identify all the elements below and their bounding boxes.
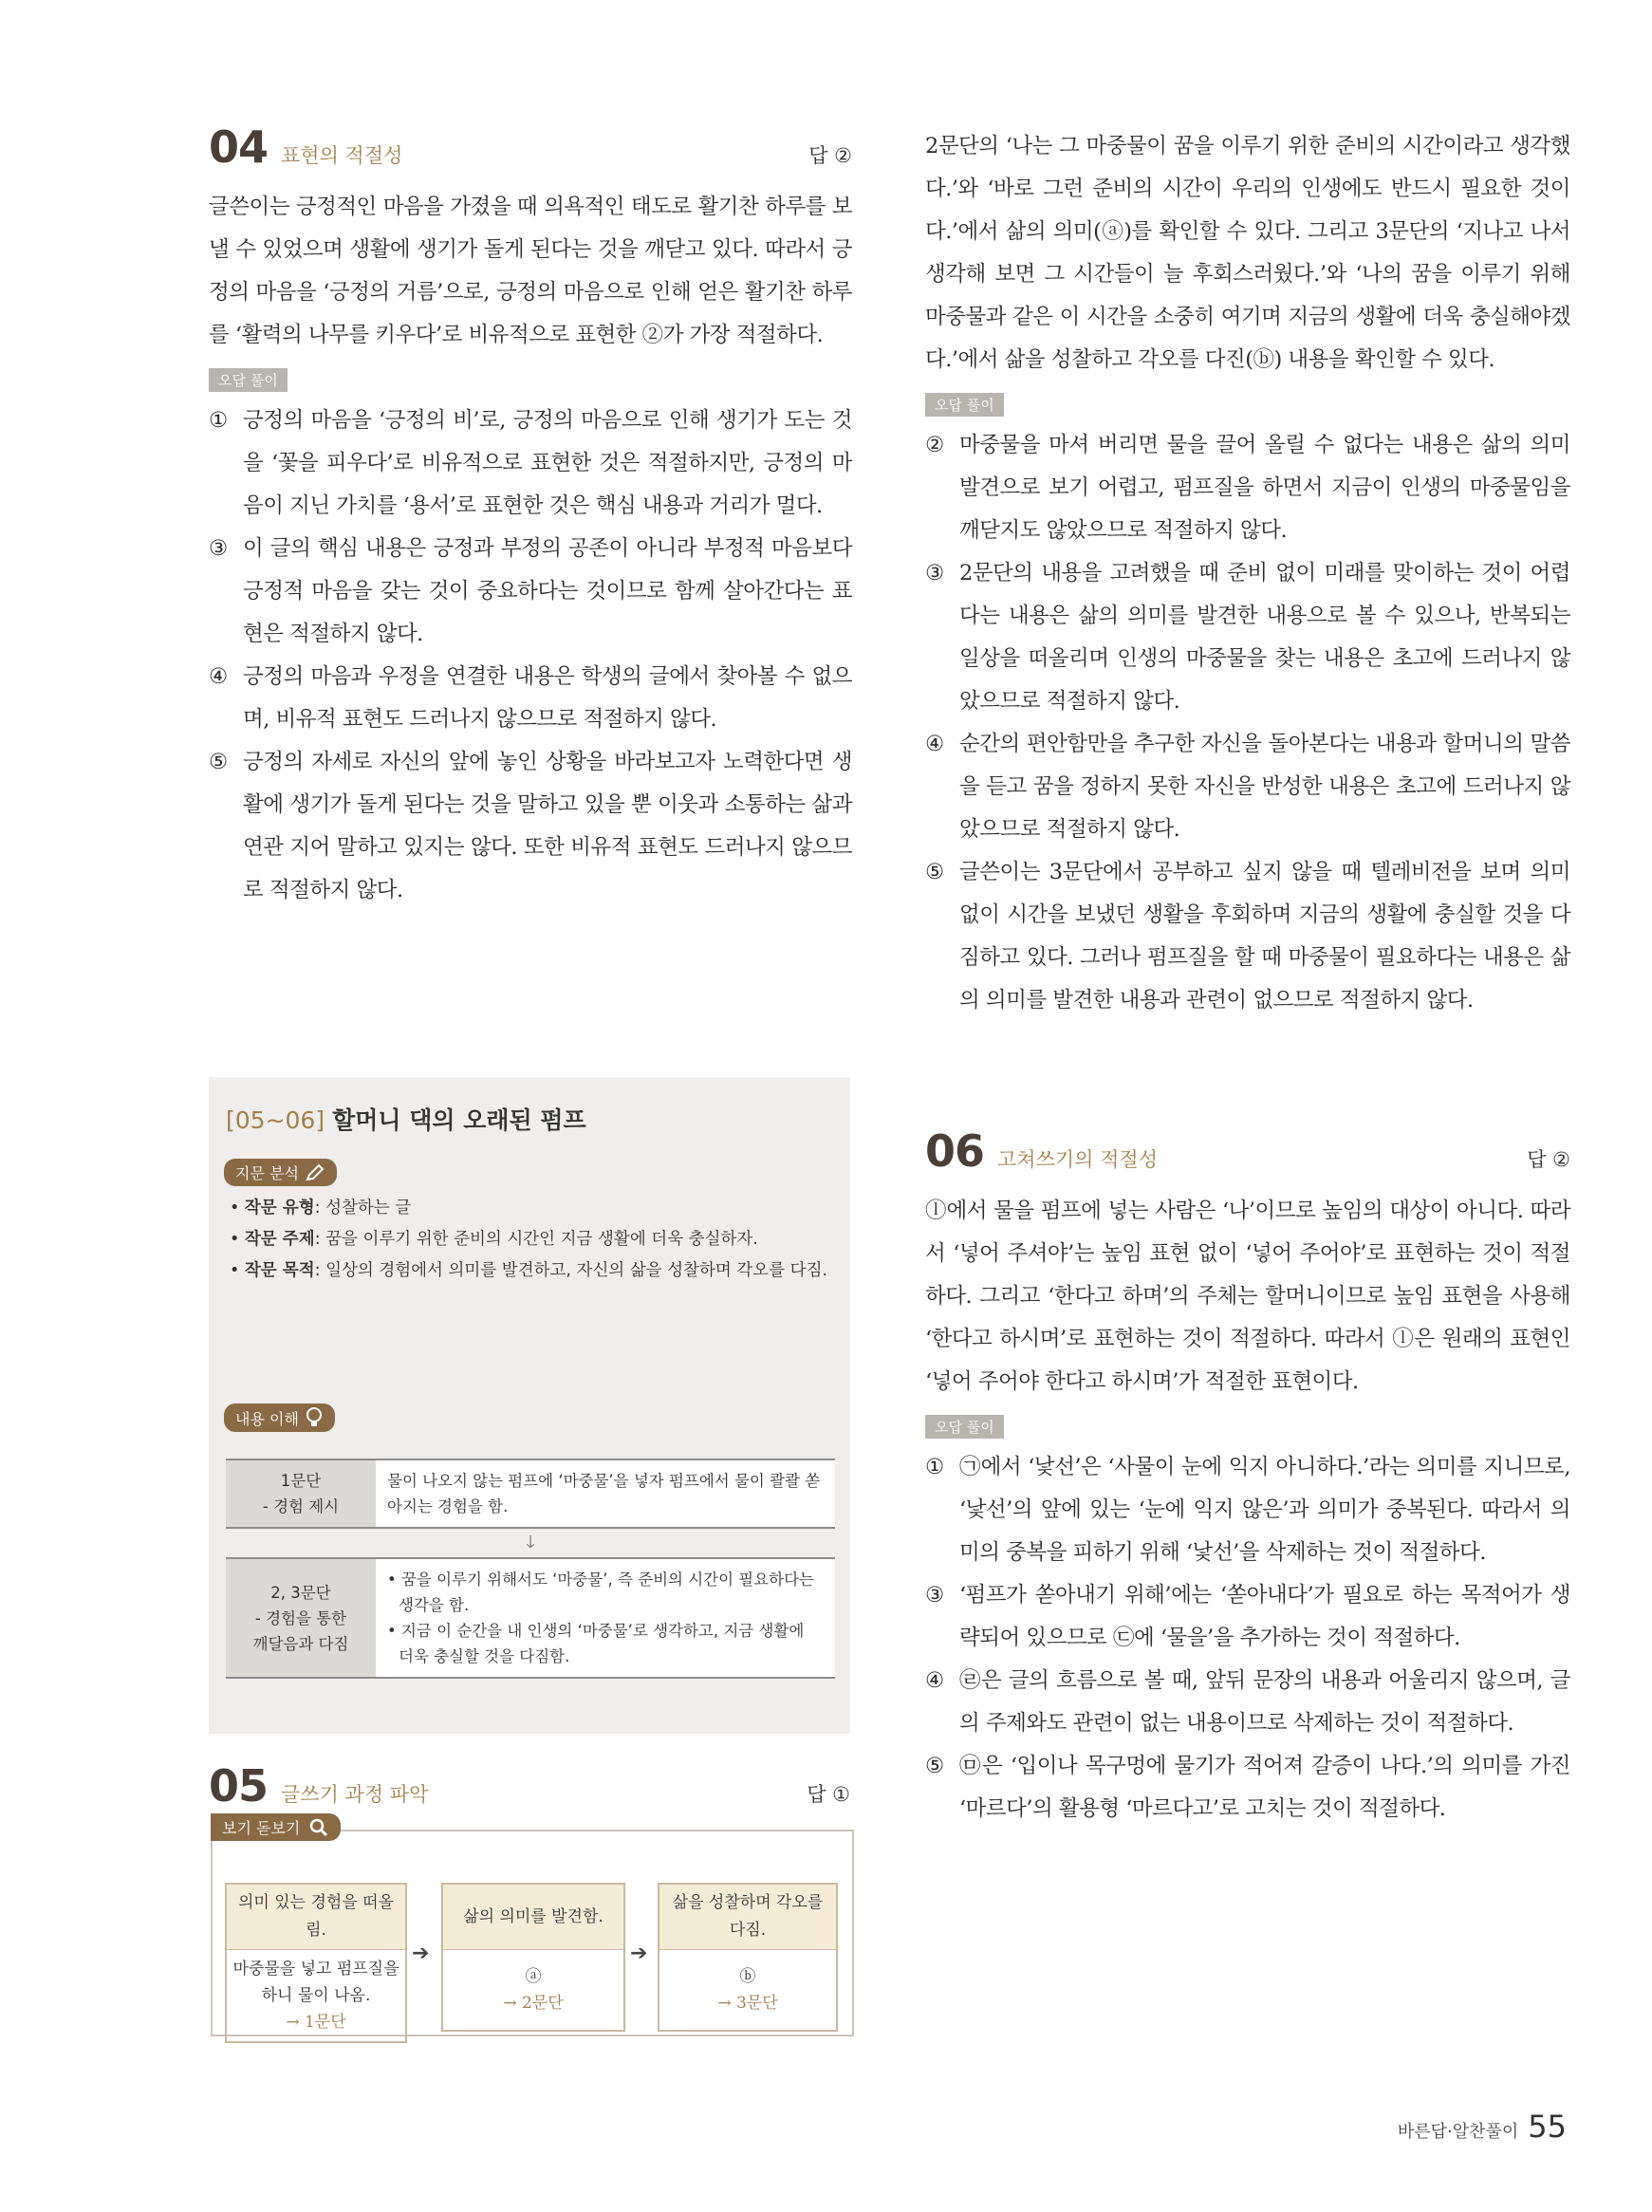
row-label-line: - 경험을 통한 [254,1608,347,1627]
option-number: ⑤ [209,750,228,774]
bullet-value: : 꿈을 이루기 위한 준비의 시간인 지금 생활에 더욱 충실하자. [314,1230,758,1249]
option-number: ③ [925,561,944,586]
option-number: ④ [925,1668,944,1693]
option-number: ① [209,408,228,433]
row-label [226,1460,376,1527]
analysis-bullets [230,1193,837,1287]
q04-header [209,121,852,173]
flow-box-text: ⓑ [739,1967,756,1986]
option-item [925,1660,1570,1745]
option-number: ④ [925,732,944,756]
option-text: ㉣은 글의 흐름으로 볼 때, 앞뒤 문장의 내용과 어울리지 않으며, 글의 주제와도 관련이 없는 내용이므로 삭제하는 것이 적절하다. [959,1668,1570,1736]
option-item [925,1574,1570,1660]
bullet-item: • 작문 주제: 꿈을 이루기 위한 준비의 시간인 지금 생활에 더욱 충실하자. [230,1230,758,1249]
option-item [925,723,1570,851]
row-label [226,1559,376,1677]
row-content: 물이 나오지 않는 펌프에 ‘마중물’을 넣자 펌프에서 물이 콸콸 쏟아지는 경험을 함. [376,1460,835,1527]
q04-explanation: 글쓴이는 긍정적인 마음을 가졌을 때 의욕적인 태도로 활기찬 하루를 보낼 수 있었으며 생활에 생기가 돌게 된다는 것을 깨닫고 있다. 따라서 긍정의 마음을 ‘긍정의 거름’으로, 긍정의 마음으로 인해 얻은 활기찬 하루를 ‘활력의 나무를 키우다’로 비유적으로 표현한 ②가 가장 적절하다. [209,195,852,347]
option-item [925,851,1570,1022]
wrong-answer-tag: 오답 풀이 [209,368,288,392]
question-title: 표현의 적절성 [281,144,403,167]
flow-box-text: ⓐ [525,1967,542,1986]
bullet-key: 작문 목적 [244,1261,315,1280]
bogi-tag-label: 보기 돋보기 [222,1819,301,1837]
answer-label: 답 ② [1527,1148,1570,1171]
option-text: 긍정의 자세로 자신의 앞에 놓인 상황을 바라보고자 노력한다면 생활에 생기가 돌게 된다는 것을 말하고 있을 뿐 이웃과 소통하는 삶과 연관 지어 말하고 있지는 않다. 또한 비유적 표현도 드러나지 않으므로 적절하지 않다. [243,750,852,902]
table-row [226,1459,835,1529]
option-item [925,1745,1570,1831]
q06-explanation: ⓛ에서 물을 펌프에 넣는 사람은 ‘나’이므로 높임의 대상이 아니다. 따라서 ‘넣어 주셔야’는 높임 표현 없이 ‘넣어 주어야’로 표현하는 것이 적절하다. 그리고 ‘한다고 하며’의 주체는 할머니이므로 높임 표현을 사용해 ‘한다고 하시며’로 표현하는 것이 적절하다. 따라서 ⓛ은 원래의 표현인 ‘넣어 주어야 한다고 하시며’가 적절한 표현이다. [925,1199,1570,1394]
option-number: ② [925,433,944,457]
option-text: 2문단의 내용을 고려했을 때 준비 없이 미래를 맞이하는 것이 어렵다는 내용은 삶의 의미를 발견한 내용으로 볼 수 있으나, 반복되는 일상을 떠올리며 인생의 마중물을 찾는 내용은 초고에 드러나지 않았으므로 적절하지 않다. [959,561,1570,714]
option-item [209,400,852,528]
q04-section [209,121,852,912]
answer-label: 답 ① [807,1783,850,1806]
table-row [226,1557,835,1679]
q06-header [925,1125,1570,1177]
passage-analysis-pill [224,1159,337,1186]
q05-header [209,1760,850,1812]
row-bullet: • 지금 이 순간을 내 인생의 ‘마중물’로 생각하고, 지금 생활에 더욱 충실할 것을 다짐함. [387,1622,805,1665]
row-label-line: 2, 3문단 [270,1583,331,1602]
option-number: ③ [209,536,228,561]
flow-box-2 [441,1883,625,2032]
option-text: 이 글의 핵심 내용은 긍정과 부정의 공존이 아니라 부정적 마음보다 긍정적 마음을 갖는 것이 중요하다는 것이므로 함께 살아간다는 표현은 적절하지 않다. [243,536,852,646]
pencil-icon [305,1163,325,1182]
analysis-range: [05~06] [226,1106,325,1134]
q05-explanation-section [925,125,1570,1022]
question-title: 고쳐쓰기의 적절성 [997,1148,1158,1171]
wrong-answer-tag: 오답 풀이 [925,1415,1004,1439]
flow-box-heading: 삶의 의미를 발견함. [443,1885,623,1950]
flow-box-1 [225,1883,407,2043]
flow-box-body [443,1950,623,2030]
flow-box-ref: → 2문단 [503,1994,564,2013]
row-bullet: • 꿈을 이루기 위해서도 ‘마중물’, 즉 준비의 시간이 필요하다는 생각을 함. [387,1571,814,1614]
pill-label: 지문 분석 [235,1164,299,1182]
option-text: ‘펌프가 쏟아내기 위해’에는 ‘쏟아내다’가 필요로 하는 목적어가 생략되어 있으므로 ㉢에 ‘물을’을 추가하는 것이 적절하다. [959,1583,1570,1650]
pill-label: 내용 이해 [235,1409,299,1428]
page-footer [1398,2109,1567,2145]
question-title: 글쓰기 과정 파악 [281,1783,429,1806]
flow-box-ref: → 1문단 [286,2013,346,2032]
option-text: 긍정의 마음과 우정을 연결한 내용은 학생의 글에서 찾아볼 수 없으며, 비유적 표현도 드러나지 않으므로 적절하지 않다. [243,664,852,732]
analysis-title [226,1102,586,1136]
q06-section [925,1125,1570,1831]
bullet-value: : 일상의 경험에서 의미를 발견하고, 자신의 삶을 성찰하며 각오를 다짐. [314,1261,828,1280]
footer-text: 바른답·알찬풀이 [1397,2122,1519,2142]
question-number: 06 [925,1125,985,1177]
bogi-tag [211,1813,341,1841]
analysis-title-text: 할머니 댁의 오래된 펌프 [332,1106,586,1134]
page-number: 55 [1528,2109,1567,2145]
magnifier-icon [308,1818,329,1837]
option-text: ㉤은 ‘입이나 목구멍에 물기가 적어져 갈증이 나다.’의 의미를 가진 ‘마르다’의 활용형 ‘마르다고’로 고치는 것이 적절하다. [959,1754,1570,1821]
right-arrow-icon: ➔ [412,1942,430,1965]
bullet-item: • 작문 목적: 일상의 경험에서 의미를 발견하고, 자신의 삶을 성찰하며 각오를 다짐. [230,1261,828,1280]
flow-box-body [227,1950,405,2041]
option-item [209,741,852,912]
passage-analysis-box [209,1077,850,1734]
option-item [925,552,1570,723]
flow-box-3 [658,1883,838,2032]
right-arrow-icon: ➔ [630,1942,648,1965]
option-number: ③ [925,1583,944,1608]
bullet-value: : 성찰하는 글 [314,1199,412,1218]
flow-box-text: 마중물을 넣고 펌프질을 하니 물이 나옴. [232,1960,399,2005]
flow-box-heading: 삶을 성찰하며 각오를 다짐. [659,1885,836,1950]
flow-box-ref: → 3문단 [717,1994,778,2013]
q05-explanation: 2문단의 ‘나는 그 마중물이 꿈을 이루기 위한 준비의 시간이라고 생각했다.’와 ‘바로 그런 준비의 시간이 우리의 인생에도 반드시 필요한 것이다.’에서 삶의 의미(ⓐ)를 확인할 수 있다. 그리고 3문단의 ‘지나고 나서 생각해 보면 그 시간들이 늘 후회스러웠다.’와 ‘나의 꿈을 이루기 위해 마중물과 같은 이 시간을 소중히 여기며 지금의 생활에 더욱 충실해야겠다.’에서 삶을 성찰하고 각오를 다진(ⓑ) 내용을 확인할 수 있다. [925,134,1570,372]
option-item [209,528,852,656]
option-item [209,656,852,741]
lightbulb-icon [305,1406,324,1429]
down-arrow-icon: 🡓 [526,1533,535,1552]
bullet-item: • 작문 유형: 성찰하는 글 [230,1199,412,1218]
content-table [226,1459,835,1679]
option-number: ⑤ [925,1754,944,1778]
option-text: 글쓴이는 3문단에서 공부하고 싶지 않을 때 텔레비전을 보며 의미 없이 시간을 보냈던 생활을 후회하며 지금의 생활에 충실할 것을 다짐하고 있다. 그러나 펌프질을 할 때 마중물이 필요하다는 내용은 삶의 의미를 발견한 내용과 관련이 없으므로 적절하지 않다. [959,860,1570,1013]
row-content [376,1559,835,1677]
row-label-line: 깨달음과 다짐 [252,1634,349,1653]
option-text: ㉠에서 ‘낯선’은 ‘사물이 눈에 익지 아니하다.’라는 의미를 지니므로, ‘낯선’의 앞에 있는 ‘눈에 익지 않은’과 의미가 중복된다. 따라서 의미의 중복을 피하기 위해 ‘낯선’을 삭제하는 것이 적절하다. [959,1455,1570,1565]
option-text: 긍정의 마음을 ‘긍정의 비’로, 긍정의 마음으로 인해 생기가 도는 것을 ‘꽃을 피우다’로 비유적으로 표현한 것은 적절하지만, 긍정의 마음이 지닌 가치를 ‘용서’로 표현한 것은 핵심 내용과 거리가 멀다. [243,408,852,518]
option-text: 마중물을 마셔 버리면 물을 끌어 올릴 수 없다는 내용은 삶의 의미 발견으로 보기 어렵고, 펌프질을 하면서 지금이 인생의 마중물임을 깨닫지도 않았으므로 적절하지 않다. [959,433,1570,543]
option-item [925,1446,1570,1574]
question-number: 04 [209,121,269,173]
row-label-line: 1문단 [280,1472,322,1490]
answer-label: 답 ② [808,144,852,167]
question-number: 05 [209,1760,269,1812]
wrong-answer-tag: 오답 풀이 [925,393,1004,417]
flow-box-body [659,1950,836,2030]
option-item [925,424,1570,552]
option-number: ⑤ [925,860,944,884]
option-number: ① [925,1455,944,1479]
content-understanding-pill [224,1403,335,1432]
bullet-key: 작문 유형 [244,1199,315,1218]
bullet-key: 작문 주제 [244,1230,315,1249]
option-number: ④ [209,664,228,689]
option-text: 순간의 편안함만을 추구한 자신을 돌아본다는 내용과 할머니의 말씀을 듣고 꿈을 정하지 못한 자신을 반성한 내용은 초고에 드러나지 않았으므로 적절하지 않다. [959,732,1570,842]
flow-box-heading: 의미 있는 경험을 떠올림. [227,1885,405,1950]
row-label-line: - 경험 제시 [262,1497,340,1515]
